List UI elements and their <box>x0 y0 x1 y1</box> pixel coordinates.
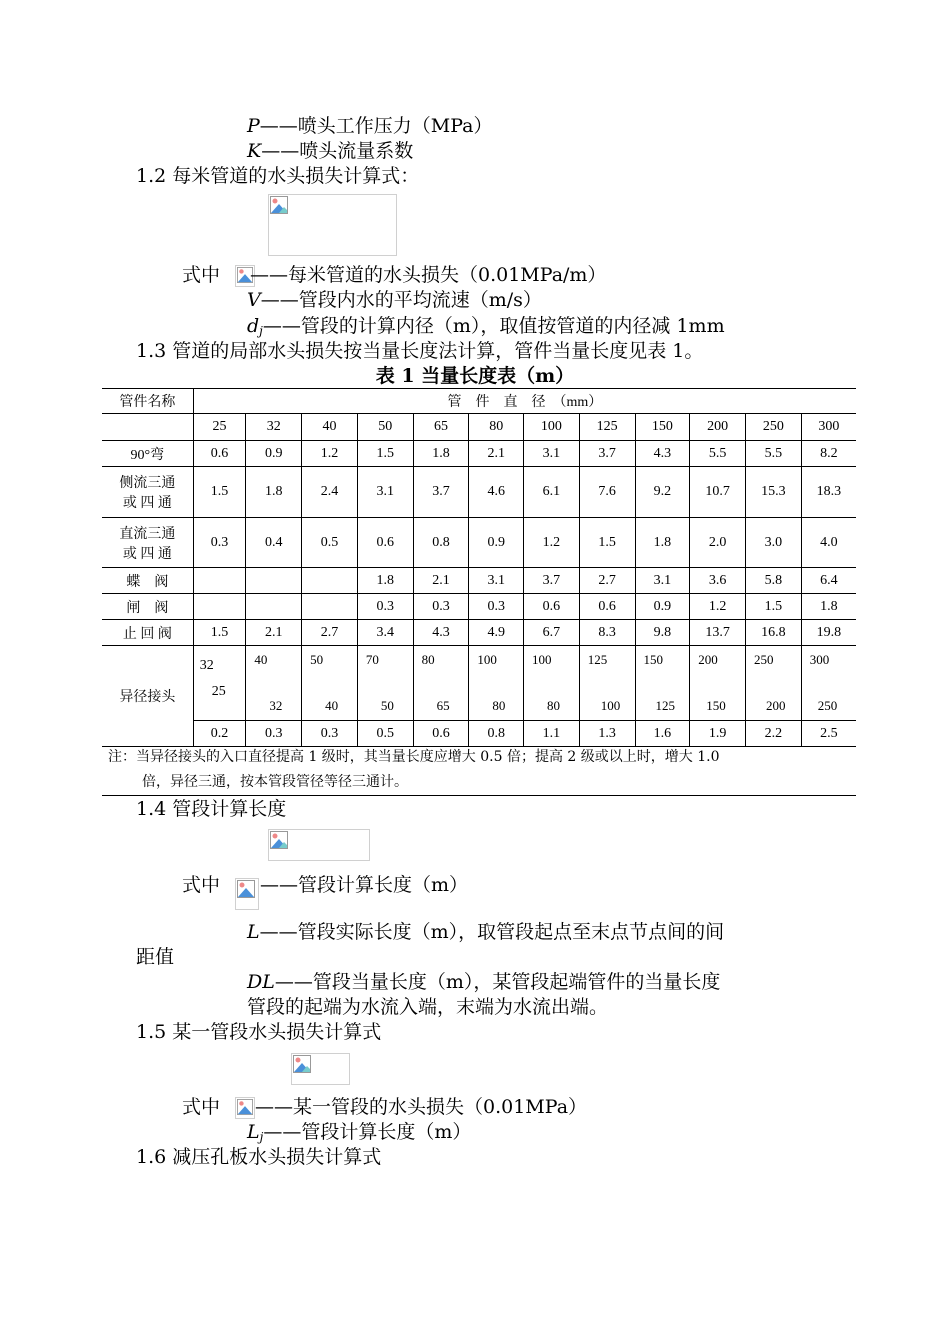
reducer-lower: 100 <box>600 698 621 713</box>
value-cell: 4.6 <box>469 467 524 518</box>
value-cell: 2.4 <box>302 467 358 518</box>
lj-subscript: j <box>259 1130 264 1144</box>
table-bottom-rule <box>102 795 856 796</box>
reducer-upper: 200 <box>698 652 718 667</box>
diameter-cell: 150 <box>635 414 690 441</box>
formula-image-1-2 <box>268 194 397 256</box>
diameter-row <box>102 414 856 441</box>
value-cell: 3.7 <box>413 467 469 518</box>
reducer-lower: 65 <box>436 698 450 713</box>
reducer-size-cell <box>801 646 856 721</box>
diameter-cell: 40 <box>302 414 358 441</box>
value-cell: 5.5 <box>745 441 801 467</box>
where-label: 式中 <box>182 874 221 896</box>
table-row <box>102 620 856 646</box>
formula-image-1-5 <box>291 1053 350 1085</box>
value-cell: 1.8 <box>357 568 413 594</box>
reducer-lower: 50 <box>380 698 394 713</box>
d-symbol: d <box>247 315 260 337</box>
value-cell <box>246 594 302 620</box>
value-cell: 0.3 <box>469 594 524 620</box>
reducer-lower: 80 <box>547 698 561 713</box>
table-row <box>102 568 856 594</box>
heading-1-5: 1.5 某一管段水头损失计算式 <box>136 1021 382 1043</box>
value-cell: 2.1 <box>413 568 469 594</box>
dl-note: 管段的起端为水流入端，末端为水流出端。 <box>247 996 609 1018</box>
where-lj-line <box>182 873 220 897</box>
row-label: 90°弯 <box>102 441 193 467</box>
value-cell: 3.1 <box>524 441 580 467</box>
reducer-size-cell <box>579 646 635 721</box>
dl-symbol: DL <box>247 971 275 993</box>
value-cell: 0.6 <box>413 721 469 747</box>
value-cell: 2.1 <box>246 620 302 646</box>
value-cell: 19.8 <box>801 620 856 646</box>
table-row <box>102 594 856 620</box>
value-cell: 3.7 <box>579 441 635 467</box>
reducer-size-cell <box>193 646 246 721</box>
value-cell: 2.1 <box>469 441 524 467</box>
value-cell <box>246 568 302 594</box>
heading-1-6: 1.6 减压孔板水头损失计算式 <box>136 1146 382 1168</box>
broken-image-icon <box>237 880 255 898</box>
value-cell: 1.9 <box>690 721 746 747</box>
reducer-size-cell <box>413 646 469 721</box>
diameter-cell: 250 <box>745 414 801 441</box>
value-cell: 0.9 <box>635 594 690 620</box>
value-cell: 13.7 <box>690 620 746 646</box>
value-cell: 4.9 <box>469 620 524 646</box>
value-cell: 0.5 <box>302 518 358 568</box>
value-cell: 1.2 <box>690 594 746 620</box>
value-cell: 0.6 <box>579 594 635 620</box>
row-label: 止 回 阀 <box>102 620 193 646</box>
reducer-lower: 80 <box>492 698 506 713</box>
reducer-upper: 100 <box>532 652 552 667</box>
value-cell: 1.5 <box>193 620 246 646</box>
l-desc-wrap: 距值 <box>136 946 175 968</box>
reducer-lower: 32 <box>269 698 283 713</box>
diameter-cell: 32 <box>246 414 302 441</box>
value-cell: 0.2 <box>193 721 246 747</box>
h-desc: ——某一管段的水头损失（0.01MPa） <box>255 1096 588 1118</box>
def-p <box>247 114 493 138</box>
diameter-cell: 200 <box>690 414 746 441</box>
reducer-upper: 150 <box>643 652 664 667</box>
value-cell: 3.1 <box>357 467 413 518</box>
reducer-size-cell <box>745 646 801 721</box>
value-cell: 1.1 <box>524 721 580 747</box>
reducer-upper: 250 <box>753 652 774 667</box>
header-diameter: 管 件 直 径 （mm） <box>193 389 856 414</box>
v-symbol: V <box>247 289 261 311</box>
row-label <box>102 518 193 568</box>
h-symbol-image <box>235 1097 255 1119</box>
value-cell: 9.2 <box>635 467 690 518</box>
reducer-lower: 40 <box>325 698 339 713</box>
reducer-lower: 250 <box>817 698 838 713</box>
k-symbol: K <box>247 140 262 162</box>
value-cell: 4.3 <box>635 441 690 467</box>
reducer-size-cell <box>469 646 524 721</box>
def-l <box>247 920 724 944</box>
value-cell <box>302 568 358 594</box>
d-subscript: j <box>259 324 263 338</box>
p-symbol: P <box>247 115 260 137</box>
table-header-row <box>102 389 856 414</box>
value-cell: 0.6 <box>357 518 413 568</box>
value-cell <box>193 594 246 620</box>
diameter-cell: 25 <box>193 414 246 441</box>
value-cell: 0.3 <box>193 518 246 568</box>
diameter-cell: 65 <box>413 414 469 441</box>
value-cell <box>302 594 358 620</box>
where-label: 式中 <box>182 264 221 286</box>
value-cell: 2.7 <box>302 620 358 646</box>
value-cell: 2.7 <box>579 568 635 594</box>
value-cell: 4.3 <box>413 620 469 646</box>
row-label-line: 直流三通 <box>119 526 176 542</box>
where-label: 式中 <box>182 1096 221 1118</box>
empty-cell <box>102 414 193 441</box>
value-cell: 0.8 <box>413 518 469 568</box>
reducer-upper: 125 <box>587 652 608 667</box>
heading-1-3: 1.3 管道的局部水头损失按当量长度法计算，管件当量长度见表 1。 <box>136 340 704 362</box>
value-cell: 1.5 <box>193 467 246 518</box>
value-cell: 7.6 <box>579 467 635 518</box>
reducer-upper: 300 <box>809 652 830 667</box>
value-cell: 3.4 <box>357 620 413 646</box>
value-cell: 2.0 <box>690 518 746 568</box>
reducer-value-row <box>102 721 856 747</box>
value-cell: 3.1 <box>635 568 690 594</box>
heading-1-2: 1.2 每米管道的水头损失计算式： <box>136 165 420 187</box>
value-cell: 0.5 <box>357 721 413 747</box>
i-desc: ——每米管道的水头损失（0.01MPa/m） <box>250 264 607 286</box>
k-desc: ——喷头流量系数 <box>261 140 414 162</box>
value-cell: 8.3 <box>579 620 635 646</box>
where-i-line <box>182 263 220 287</box>
value-cell: 1.8 <box>801 594 856 620</box>
value-cell: 3.6 <box>690 568 746 594</box>
value-cell: 6.4 <box>801 568 856 594</box>
def-dl <box>247 970 720 994</box>
row-label-line: 或 四 通 <box>122 546 172 562</box>
reducer-upper: 32 <box>199 658 214 673</box>
table-caption: 表 1 当量长度表（m） <box>375 365 575 387</box>
reducer-lower: 125 <box>655 698 676 713</box>
value-cell: 1.2 <box>524 518 580 568</box>
reducer-upper: 100 <box>477 652 497 667</box>
value-cell: 5.8 <box>745 568 801 594</box>
heading-1-4: 1.4 管段计算长度 <box>136 798 287 820</box>
lj-desc: ——管段计算长度（m） <box>260 874 469 896</box>
value-cell: 3.0 <box>745 518 801 568</box>
reducer-size-cell <box>357 646 413 721</box>
lj-symbol-image <box>235 878 259 910</box>
broken-image-icon <box>237 1099 253 1115</box>
reducer-upper: 70 <box>365 652 379 667</box>
row-label-line: 或 四 通 <box>122 496 172 511</box>
reducer-lower: 200 <box>765 698 786 713</box>
value-cell: 1.2 <box>302 441 358 467</box>
value-cell: 0.9 <box>246 441 302 467</box>
value-cell: 15.3 <box>745 467 801 518</box>
def-k <box>247 139 413 163</box>
reducer-size-cell <box>302 646 358 721</box>
diameter-cell: 80 <box>469 414 524 441</box>
l-symbol: L <box>247 921 260 943</box>
header-name: 管件名称 <box>102 389 193 414</box>
reducer-upper: 80 <box>421 652 435 667</box>
row-label-line: 侧流三通 <box>119 476 176 491</box>
reducer-size-cell <box>246 646 302 721</box>
v-desc: ——管段内水的平均流速（m/s） <box>260 289 542 311</box>
note-line-1: 注：当异径接头的入口直径提高 1 级时，其当量长度应增大 0.5 倍；提高 2 级或以上时，增大 1.0 <box>108 749 720 765</box>
value-cell: 2.2 <box>745 721 801 747</box>
value-cell: 3.7 <box>524 568 580 594</box>
value-cell: 9.8 <box>635 620 690 646</box>
value-cell: 3.1 <box>469 568 524 594</box>
value-cell: 18.3 <box>801 467 856 518</box>
note-line-2: 倍，异径三通，按本管段管径等径三通计。 <box>142 774 408 790</box>
value-cell: 0.8 <box>469 721 524 747</box>
value-cell: 1.5 <box>745 594 801 620</box>
table-row <box>102 467 856 518</box>
d-desc: ——管段的计算内径（m），取值按管道的内径减 1mm <box>262 315 725 337</box>
value-cell: 1.5 <box>579 518 635 568</box>
reducer-size-cell <box>524 646 580 721</box>
value-cell: 0.3 <box>246 721 302 747</box>
value-cell: 2.5 <box>801 721 856 747</box>
value-cell: 0.3 <box>413 594 469 620</box>
reducer-size-row <box>102 646 856 721</box>
lj-desc-2: ——管段计算长度（m） <box>263 1121 472 1143</box>
reducer-lower: 150 <box>706 698 726 713</box>
value-cell: 0.3 <box>302 721 358 747</box>
value-cell: 0.6 <box>193 441 246 467</box>
row-label: 闸 阀 <box>102 594 193 620</box>
value-cell: 8.2 <box>801 441 856 467</box>
formula-image-1-4 <box>268 829 370 861</box>
value-cell: 0.4 <box>246 518 302 568</box>
value-cell: 6.7 <box>524 620 580 646</box>
reducer-upper: 40 <box>254 652 268 667</box>
value-cell: 1.8 <box>246 467 302 518</box>
diameter-cell: 300 <box>801 414 856 441</box>
broken-image-icon <box>293 1055 311 1073</box>
value-cell: 0.9 <box>469 518 524 568</box>
value-cell: 1.8 <box>413 441 469 467</box>
value-cell: 0.6 <box>524 594 580 620</box>
value-cell: 1.6 <box>635 721 690 747</box>
value-cell: 10.7 <box>690 467 746 518</box>
where-h-line <box>182 1095 220 1119</box>
equivalent-length-table <box>102 388 856 747</box>
value-cell: 1.8 <box>635 518 690 568</box>
row-label: 异径接头 <box>102 646 193 747</box>
value-cell <box>193 568 246 594</box>
l-desc: ——管段实际长度（m），取管段起点至末点节点间的间 <box>259 921 725 943</box>
value-cell: 6.1 <box>524 467 580 518</box>
diameter-cell: 125 <box>579 414 635 441</box>
row-label: 蝶 阀 <box>102 568 193 594</box>
table-note <box>108 745 853 795</box>
row-label <box>102 467 193 518</box>
broken-image-icon <box>270 831 288 849</box>
p-desc: ——喷头工作压力（MPa） <box>259 115 493 137</box>
broken-image-icon <box>270 196 288 214</box>
lj-symbol: L <box>247 1121 260 1143</box>
value-cell: 5.5 <box>690 441 746 467</box>
value-cell: 0.3 <box>357 594 413 620</box>
table-row <box>102 518 856 568</box>
def-v <box>247 288 542 312</box>
value-cell: 4.0 <box>801 518 856 568</box>
reducer-size-cell <box>635 646 690 721</box>
table-row <box>102 441 856 467</box>
value-cell: 16.8 <box>745 620 801 646</box>
reducer-size-cell <box>690 646 746 721</box>
value-cell: 1.3 <box>579 721 635 747</box>
diameter-cell: 50 <box>357 414 413 441</box>
dl-desc: ——管段当量长度（m），某管段起端管件的当量长度 <box>274 971 721 993</box>
diameter-cell: 100 <box>524 414 580 441</box>
reducer-lower: 25 <box>211 684 226 699</box>
reducer-upper: 50 <box>310 652 324 667</box>
value-cell: 1.5 <box>357 441 413 467</box>
